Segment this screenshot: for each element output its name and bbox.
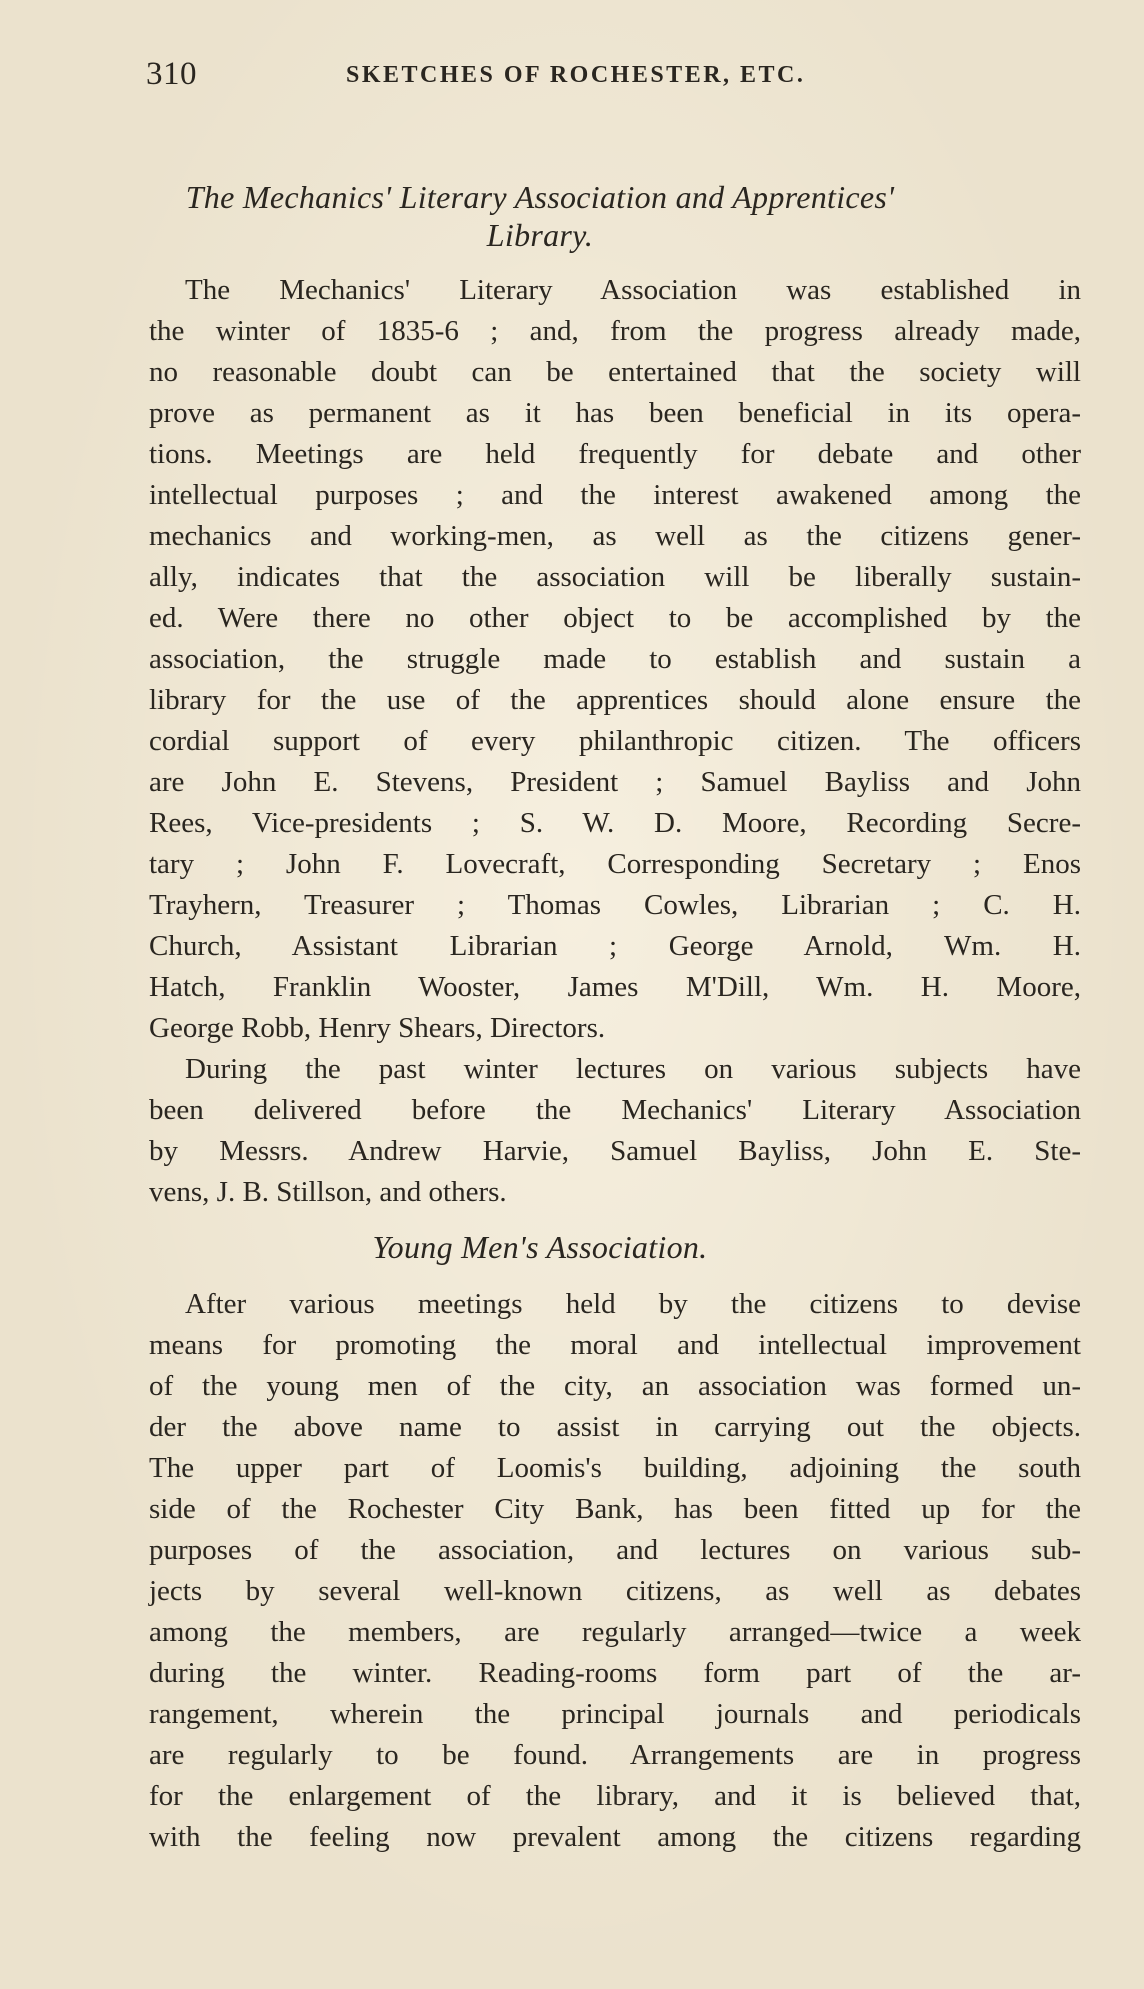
- text-line: for the enlargement of the library, and it is believed that,: [149, 1780, 1081, 1812]
- text-line: mechanics and working-men, as well as the citizens gener-: [149, 520, 1081, 552]
- text-line: jects by several well-known citizens, as well as debates: [149, 1575, 1081, 1607]
- text-line: no reasonable doubt can be entertained that the society will: [149, 356, 1081, 388]
- text-line: side of the Rochester City Bank, has been fitted up for the: [149, 1493, 1081, 1525]
- text-line: with the feeling now prevalent among the citizens regarding: [149, 1821, 1081, 1853]
- text-line: After various meetings held by the citizens to devise: [185, 1288, 1081, 1320]
- text-line: are regularly to be found. Arrangements are in progress: [149, 1739, 1081, 1771]
- text-line: Trayhern, Treasurer ; Thomas Cowles, Librarian ; C. H.: [149, 889, 1081, 921]
- text-line: purposes of the association, and lectures on various sub-: [149, 1534, 1081, 1566]
- text-line: prove as permanent as it has been beneficial in its opera-: [149, 397, 1081, 429]
- text-line: The upper part of Loomis's building, adjoining the south: [149, 1452, 1081, 1484]
- text-line: library for the use of the apprentices should alone ensure the: [149, 684, 1081, 716]
- text-line: of the young men of the city, an association was formed un-: [149, 1370, 1081, 1402]
- text-line: during the winter. Reading-rooms form part of the ar-: [149, 1657, 1081, 1689]
- text-line: George Robb, Henry Shears, Directors.: [149, 1012, 606, 1044]
- text-line: association, the struggle made to establish and sustain a: [149, 643, 1081, 675]
- text-line: by Messrs. Andrew Harvie, Samuel Bayliss, John E. Ste-: [149, 1135, 1081, 1167]
- running-head-title: SKETCHES OF ROCHESTER, ETC.: [346, 62, 806, 88]
- text-line: intellectual purposes ; and the interest awakened among the: [149, 479, 1081, 511]
- text-line: Church, Assistant Librarian ; George Arnold, Wm. H.: [149, 930, 1081, 962]
- text-line: among the members, are regularly arranged—twice a week: [149, 1616, 1081, 1648]
- section-heading-young-mens: [140, 1228, 940, 1266]
- page-number: 310: [146, 56, 197, 92]
- text-line: tions. Meetings are held frequently for debate and other: [149, 438, 1081, 470]
- running-head: [146, 56, 916, 100]
- text-line: tary ; John F. Lovecraft, Corresponding Secretary ; Enos: [149, 848, 1081, 880]
- text-line: been delivered before the Mechanics' Literary Association: [149, 1094, 1081, 1126]
- text-line: der the above name to assist in carrying out the objects.: [149, 1411, 1081, 1443]
- text-line: Rees, Vice-presidents ; S. W. D. Moore, Recording Secre-: [149, 807, 1081, 839]
- text-line: vens, J. B. Stillson, and others.: [149, 1176, 507, 1208]
- text-line: means for promoting the moral and intellectual improvement: [149, 1329, 1081, 1361]
- text-line: Hatch, Franklin Wooster, James M'Dill, Wm. H. Moore,: [149, 971, 1081, 1003]
- text-line: During the past winter lectures on various subjects have: [185, 1053, 1081, 1085]
- text-line: rangement, wherein the principal journals and periodicals: [149, 1698, 1081, 1730]
- text-line: cordial support of every philanthropic citizen. The officers: [149, 725, 1081, 757]
- heading-line: Young Men's Association.: [372, 1229, 708, 1265]
- text-line: the winter of 1835-6 ; and, from the progress already made,: [149, 315, 1081, 347]
- text-line: ally, indicates that the association will be liberally sustain-: [149, 561, 1081, 593]
- heading-line: Library.: [486, 217, 594, 253]
- section-heading-mechanics: [140, 178, 940, 254]
- text-line: are John E. Stevens, President ; Samuel Bayliss and John: [149, 766, 1081, 798]
- text-line: The Mechanics' Literary Association was established in: [185, 274, 1081, 306]
- heading-line: The Mechanics' Literary Association and Apprentices': [185, 179, 895, 215]
- text-line: ed. Were there no other object to be accomplished by the: [149, 602, 1081, 634]
